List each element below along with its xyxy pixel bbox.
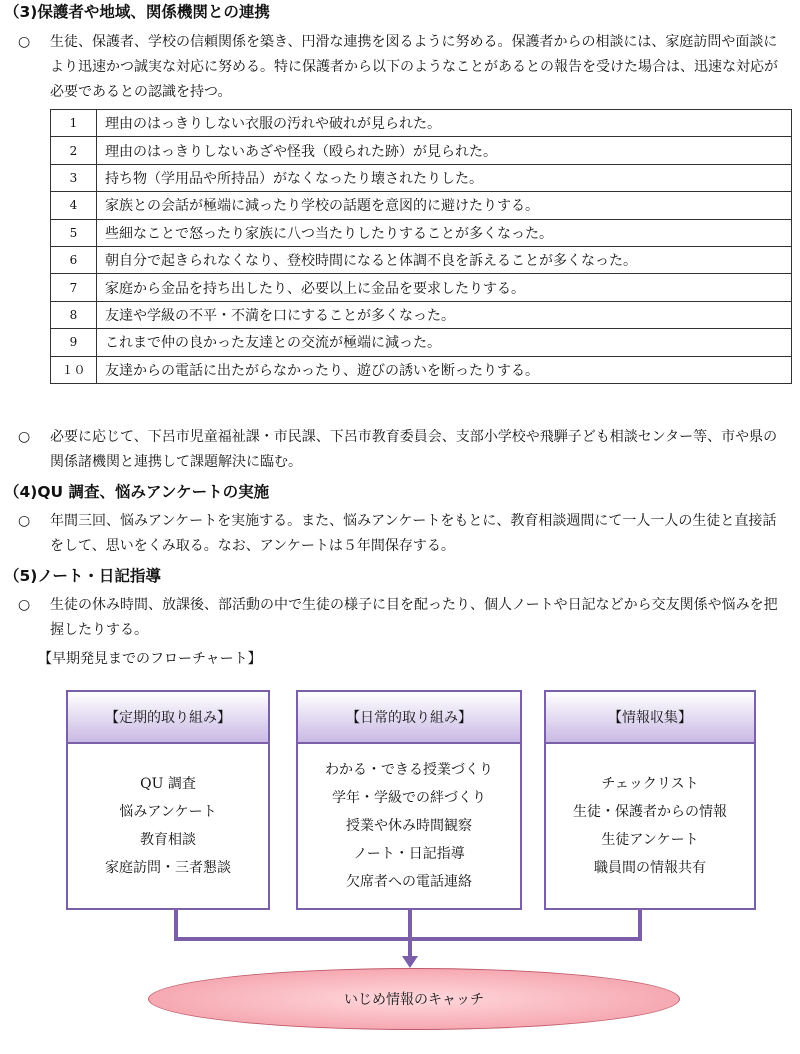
- flowchart-item: 生徒・保護者からの情報: [573, 804, 727, 820]
- bullet-mark: ○: [18, 429, 31, 445]
- table-row: 6 朝自分で起きられなくなり、登校時間になると体調不良を訴えることが多くなった。: [51, 246, 792, 273]
- table-row: 9 これまで仲の良かった友達との交流が極端に減った。: [51, 329, 792, 356]
- flowchart-item: 欠席者への電話連絡: [346, 874, 472, 890]
- table-row: 1 理由のはっきりしない衣服の汚れや破れが見られた。: [51, 110, 792, 137]
- table-row: 3 持ち物（学用品や所持品）がなくなったり壊されたりした。: [51, 164, 792, 191]
- flowchart-item: チェックリスト: [601, 776, 699, 792]
- flowchart-box-items: [546, 744, 754, 908]
- section3-paragraph-2: ○ 必要に応じて、下呂市児童福祉課・市民課、下呂市教育委員会、支部小学校や飛騨子ども相談センター等、市や県の関係諸機関と連携して課題解決に臨む。: [18, 425, 790, 475]
- flowchart-box-periodic: [66, 690, 270, 910]
- flowchart-item: 生徒アンケート: [601, 832, 699, 848]
- flowchart-caption: 【早期発見までのフローチャート】: [38, 651, 262, 667]
- warning-signs-table: [50, 109, 792, 384]
- bullet-mark: ○: [18, 597, 31, 613]
- flowchart-box-items: [68, 744, 268, 908]
- flowchart-box-header: 【定期的取り組み】: [68, 692, 268, 744]
- flowchart-box-info: [544, 690, 756, 910]
- table-row: 8 友達や学級の不平・不満を口にすることが多くなった。: [51, 301, 792, 328]
- table-row: 5 些細なことで怒ったり家族に八つ当たりしたりすることが多くなった。: [51, 219, 792, 246]
- bullet-mark: ○: [18, 34, 31, 50]
- section3-heading: （3)保護者や地域、関係機関との連携: [4, 3, 270, 21]
- bullet-mark: ○: [18, 513, 31, 529]
- flowchart-item: 職員間の情報共有: [594, 860, 706, 876]
- result-ellipse: いじめ情報のキャッチ: [148, 968, 680, 1030]
- connector-line-left: [174, 908, 178, 940]
- flowchart-item: 学年・学級での絆づくり: [332, 790, 486, 806]
- section3-paragraph-1: ○ 生徒、保護者、学校の信頼関係を築き、円滑な連携を図るように努める。保護者からの相談には、家庭訪問や面談により迅速かつ誠実な対応に努める。特に保護者から以下のようなことがあるとの報告を受けた場合は、迅速な対応が必要であるとの認識を持つ。: [18, 30, 790, 105]
- section4-heading: （4)QU 調査、悩みアンケートの実施: [4, 483, 270, 501]
- flowchart-item: わかる・できる授業づくり: [325, 762, 493, 778]
- flowchart-box-header: 【日常的取り組み】: [298, 692, 520, 744]
- flowchart-box-items: [298, 744, 520, 908]
- arrow-down-icon: [402, 956, 418, 968]
- table-row: 2 理由のはっきりしないあざや怪我（殴られた跡）が見られた。: [51, 137, 792, 164]
- table-row: １０ 友達からの電話に出たがらなかったり、遊びの誘いを断ったりする。: [51, 356, 792, 383]
- section4-paragraph: ○ 年間三回、悩みアンケートを実施する。また、悩みアンケートをもとに、教育相談週間にて一人一人の生徒と直接話をして、思いをくみ取る。なお、アンケートは５年間保存する。: [18, 509, 790, 559]
- section5-heading: （5)ノート・日記指導: [4, 567, 161, 585]
- flowchart-box-daily: [296, 690, 522, 910]
- flowchart-item: ノート・日記指導: [353, 846, 465, 862]
- flowchart-item: 家庭訪問・三者懇談: [105, 860, 231, 876]
- table-row: 7 家庭から金品を持ち出したり、必要以上に金品を要求したりする。: [51, 274, 792, 301]
- flowchart-item: QU 調査: [140, 776, 196, 792]
- connector-line-center: [408, 908, 412, 958]
- flowchart-item: 教育相談: [140, 832, 196, 848]
- section5-paragraph: ○ 生徒の休み時間、放課後、部活動の中で生徒の様子に目を配ったり、個人ノートや日記などから交友関係や悩みを把握したりする。: [18, 593, 790, 643]
- flowchart-box-header: 【情報収集】: [546, 692, 754, 744]
- flowchart-item: 授業や休み時間観察: [346, 818, 472, 834]
- flowchart-item: 悩みアンケート: [119, 804, 217, 820]
- table-row: 4 家族との会話が極端に減ったり学校の話題を意図的に避けたりする。: [51, 192, 792, 219]
- connector-line-right: [638, 908, 642, 940]
